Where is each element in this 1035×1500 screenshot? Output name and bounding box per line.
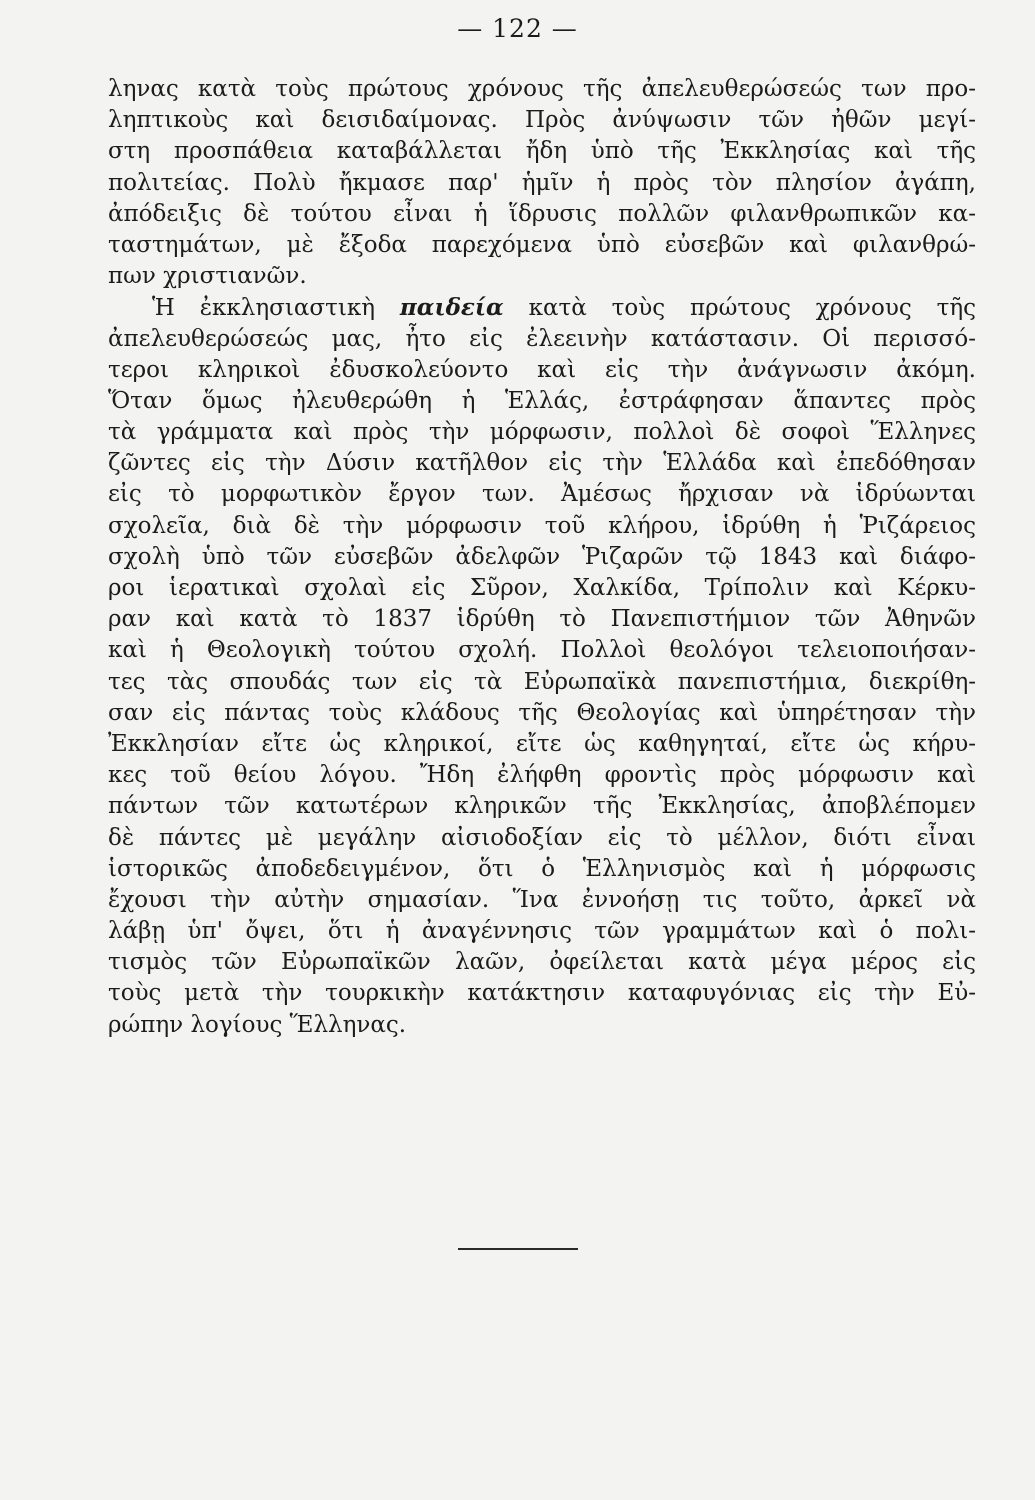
text-segment: σαν εἰς πάντας τοὺς κλάδους τῆς Θεολογίας καὶ ὑπηρέτησαν τὴν xyxy=(108,699,976,726)
text-line xyxy=(108,760,976,791)
text-segment: εἰς τὸ μορφωτικὸν ἔργον των. Ἀμέσως ἤρχισαν νὰ ἱδρύωνται xyxy=(108,481,976,508)
text-segment: πων χριστιανῶν. xyxy=(108,263,307,290)
text-line xyxy=(108,386,976,417)
text-segment: ζῶντες εἰς τὴν Δύσιν κατῆλθον εἰς τὴν Ἑλλάδα καὶ ἐπεδόθησαν xyxy=(108,450,976,477)
text-segment: ταστημάτων, μὲ ἔξοδα παρεχόμενα ὑπὸ εὐσεβῶν καὶ φιλανθρώ- xyxy=(108,231,976,258)
text-segment: λάβῃ ὑπ' ὄψει, ὅτι ἡ ἀναγέννησις τῶν γραμμάτων καὶ ὁ πολι- xyxy=(108,918,976,945)
text-line xyxy=(108,230,976,261)
text-line xyxy=(108,199,976,230)
text-line xyxy=(108,823,976,854)
text-segment: στη προσπάθεια καταβάλλεται ἤδη ὑπὸ τῆς Ἐκκλησίας καὶ τῆς xyxy=(108,138,976,165)
text-segment: Ἡ ἐκκλησιαστικὴ xyxy=(152,295,400,322)
emphasized-term: παιδεία xyxy=(399,294,504,322)
text-line xyxy=(108,479,976,510)
page-number: — 122 — xyxy=(457,14,578,43)
text-segment: ροι ἱερατικαὶ σχολαὶ εἰς Σῦρον, Χαλκίδα, Τρίπολιν καὶ Κέρκυ- xyxy=(108,575,976,601)
text-segment: ρώπην λογίους Ἕλληνας. xyxy=(108,1011,407,1038)
text-segment: ἀπελευθερώσεώς μας, ἦτο εἰς ἐλεεινὴν κατάστασιν. Οἱ περισσό- xyxy=(108,325,976,352)
text-segment: σχολὴ ὑπὸ τῶν εὐσεβῶν ἀδελφῶν Ῥιζαρῶν τῷ 1843 καὶ διάφο- xyxy=(108,543,976,570)
text-line xyxy=(108,355,976,386)
text-line xyxy=(108,511,976,542)
text-line xyxy=(108,729,976,760)
text-segment: τες τὰς σπουδάς των εἰς τὰ Εὐρωπαϊκὰ πανεπιστήμια, διεκρίθη- xyxy=(108,668,976,695)
text-segment: σχολεῖα, διὰ δὲ τὴν μόρφωσιν τοῦ κλήρου, ἱδρύθη ἡ Ῥιζάρειος xyxy=(108,512,976,539)
text-line xyxy=(108,947,976,978)
text-segment: τὰ γράμματα καὶ πρὸς τὴν μόρφωσιν, πολλοὶ δὲ σοφοὶ Ἕλληνες xyxy=(108,419,976,446)
text-line xyxy=(108,417,976,448)
text-segment: καὶ ἡ Θεολογικὴ τούτου σχολή. Πολλοὶ θεολόγοι τελειοποιήσαν- xyxy=(108,637,976,664)
text-line xyxy=(108,916,976,947)
text-line xyxy=(108,261,976,292)
text-segment: ραν καὶ κατὰ τὸ 1837 ἱδρύθη τὸ Πανεπιστήμιον τῶν Ἀθηνῶν xyxy=(108,606,976,633)
text-segment: ληνας κατὰ τοὺς πρώτους χρόνους τῆς ἀπελευθερώσεώς των προ- xyxy=(108,76,976,102)
text-segment: ἔχουσι τὴν αὐτὴν σημασίαν. Ἵνα ἐννοήσῃ τις τοῦτο, ἀρκεῖ νὰ xyxy=(108,886,976,913)
text-segment: πάντων τῶν κατωτέρων κληρικῶν τῆς Ἐκκλησίας, ἀποβλέπομεν xyxy=(108,793,976,820)
text-segment: τοὺς μετὰ τὴν τουρκικὴν κατάκτησιν καταφυγόνιας εἰς τὴν Εὐ- xyxy=(108,980,976,1007)
text-line xyxy=(108,74,976,105)
text-segment: Ὅταν ὅμως ἠλευθερώθη ἡ Ἑλλάς, ἐστράφησαν ἅπαντες πρὸς xyxy=(108,387,976,414)
text-line xyxy=(108,978,976,1009)
text-line xyxy=(108,573,976,604)
text-line xyxy=(108,791,976,822)
text-segment: ἀπόδειξις δὲ τούτου εἶναι ἡ ἵδρυσις πολλῶν φιλανθρωπικῶν κα- xyxy=(108,200,976,227)
text-line xyxy=(108,324,976,355)
text-line xyxy=(108,542,976,573)
text-line xyxy=(108,136,976,167)
text-segment: πολιτείας. Πολὺ ἤκμασε παρ' ἡμῖν ἡ πρὸς τὸν πλησίον ἀγάπη, xyxy=(108,169,976,196)
text-segment: ἱστορικῶς ἀποδεδειγμένον, ὅτι ὁ Ἑλληνισμὸς καὶ ἡ μόρφωσις xyxy=(108,855,976,882)
text-segment: δὲ πάντες μὲ μεγάλην αἰσιοδοξίαν εἰς τὸ μέλλον, διότι εἶναι xyxy=(108,824,976,851)
text-segment: ληπτικοὺς καὶ δεισιδαίμονας. Πρὸς ἀνύψωσιν τῶν ἠθῶν μεγί- xyxy=(108,107,976,134)
end-rule xyxy=(458,1248,578,1250)
text-segment: Ἐκκλησίαν εἴτε ὡς κληρικοί, εἴτε ὡς καθηγηταί, εἴτε ὡς κήρυ- xyxy=(108,730,976,757)
text-line xyxy=(108,292,976,323)
text-line xyxy=(108,698,976,729)
text-line xyxy=(108,604,976,635)
text-line xyxy=(108,667,976,698)
text-line xyxy=(108,854,976,885)
body-text xyxy=(108,74,976,1041)
text-segment: τεροι κληρικοὶ ἐδυσκολεύοντο καὶ εἰς τὴν ἀνάγνωσιν ἀκόμη. xyxy=(108,356,976,383)
text-segment: κες τοῦ θείου λόγου. Ἤδη ἐλήφθη φροντὶς πρὸς μόρφωσιν καὶ xyxy=(108,762,976,789)
text-line xyxy=(108,448,976,479)
text-line xyxy=(108,1010,976,1041)
text-line xyxy=(108,168,976,199)
text-line xyxy=(108,885,976,916)
text-segment: τισμὸς τῶν Εὐρωπαϊκῶν λαῶν, ὀφείλεται κατὰ μέγα μέρος εἰς xyxy=(108,949,976,976)
text-segment: κατὰ τοὺς πρώτους χρόνους τῆς xyxy=(503,295,976,322)
text-line xyxy=(108,105,976,136)
text-line xyxy=(108,635,976,666)
